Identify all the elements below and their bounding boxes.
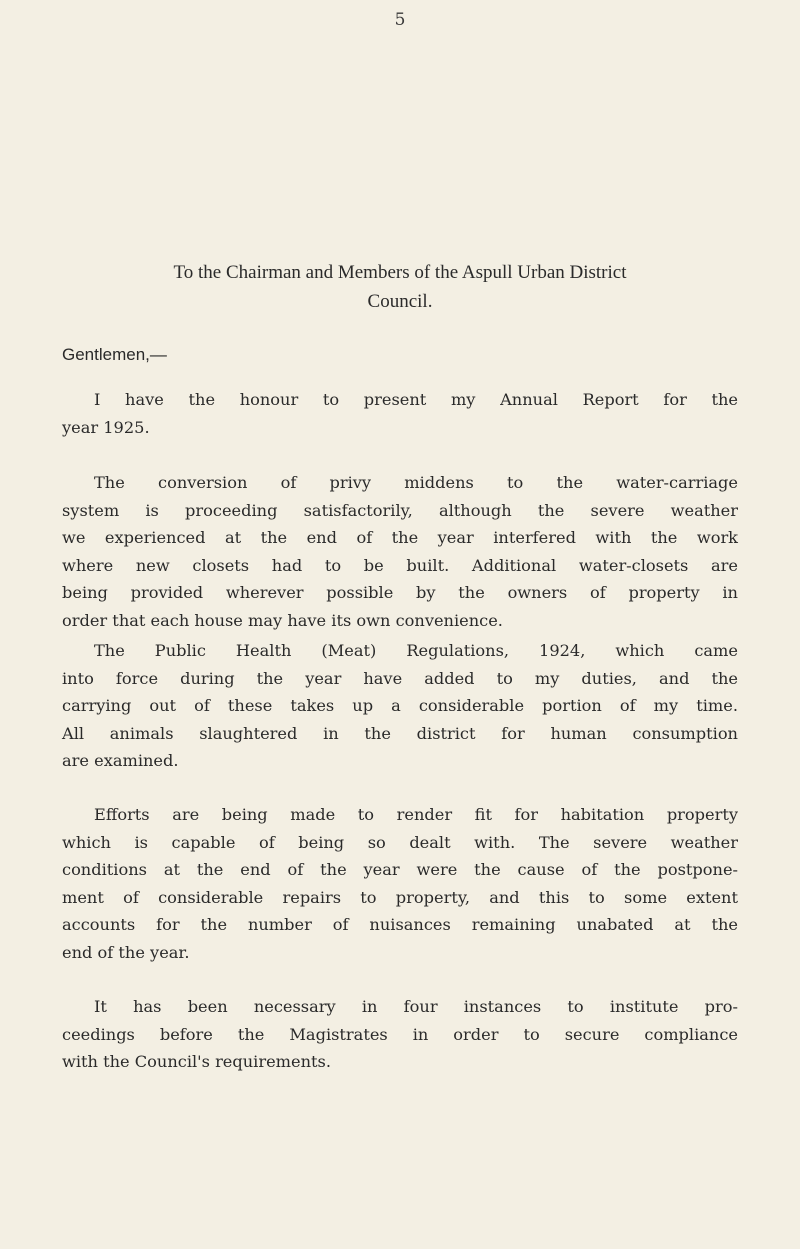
paragraph-habitation-repairs — [62, 801, 738, 967]
paragraph-line: Efforts are being made to render fit for habitation property — [94, 805, 738, 824]
paragraph-line: accounts for the number of nuisances remaining unabated at the — [62, 915, 738, 935]
paragraph-line: carrying out of these takes up a considerable portion of my time. — [62, 696, 738, 716]
address-heading — [60, 258, 740, 316]
paragraph-line: which is capable of being so dealt with. The severe weather — [62, 832, 738, 852]
paragraph-annual-report — [62, 386, 738, 441]
paragraph-magistrates-proceedings — [62, 993, 738, 1076]
address-line-1: To the Chairman and Members of the Aspull Urban District — [173, 262, 627, 283]
paragraph-meat-regulations — [62, 637, 738, 775]
salutation: Gentlemen,— — [62, 345, 167, 364]
paragraph-line: order that each house may have its own convenience. — [62, 610, 503, 630]
paragraph-line: are examined. — [62, 751, 179, 771]
paragraph-line: being provided wherever possible by the owners of property in — [62, 583, 738, 603]
page-number: 5 — [394, 10, 406, 30]
address-line-2: Council. — [367, 291, 433, 312]
paragraph-line: All animals slaughtered in the district for human consumption — [62, 723, 738, 743]
paragraph-line: we experienced at the end of the year interfered with the work — [62, 528, 738, 548]
paragraph-line: year 1925. — [62, 417, 150, 437]
paragraph-line: conditions at the end of the year were the cause of the postpone- — [62, 860, 738, 880]
paragraph-line: with the Council's requirements. — [62, 1052, 331, 1072]
paragraph-line: I have the honour to present my Annual Report for the — [94, 390, 738, 409]
paragraph-line: The conversion of privy middens to the water-carriage — [94, 473, 738, 492]
paragraph-line: The Public Health (Meat) Regulations, 1924, which came — [94, 641, 738, 660]
paragraph-line: ment of considerable repairs to property, and this to some extent — [62, 887, 738, 907]
paragraph-line: into force during the year have added to my duties, and the — [62, 668, 738, 688]
paragraph-line: system is proceeding satisfactorily, although the severe weather — [62, 500, 738, 520]
paragraph-line: where new closets had to be built. Additional water-closets are — [62, 555, 738, 575]
paragraph-privy-conversion — [62, 469, 738, 635]
paragraph-line: It has been necessary in four instances to institute pro- — [94, 997, 738, 1016]
paragraph-line: ceedings before the Magistrates in order to secure compliance — [62, 1024, 738, 1044]
paragraph-line: end of the year. — [62, 942, 190, 962]
